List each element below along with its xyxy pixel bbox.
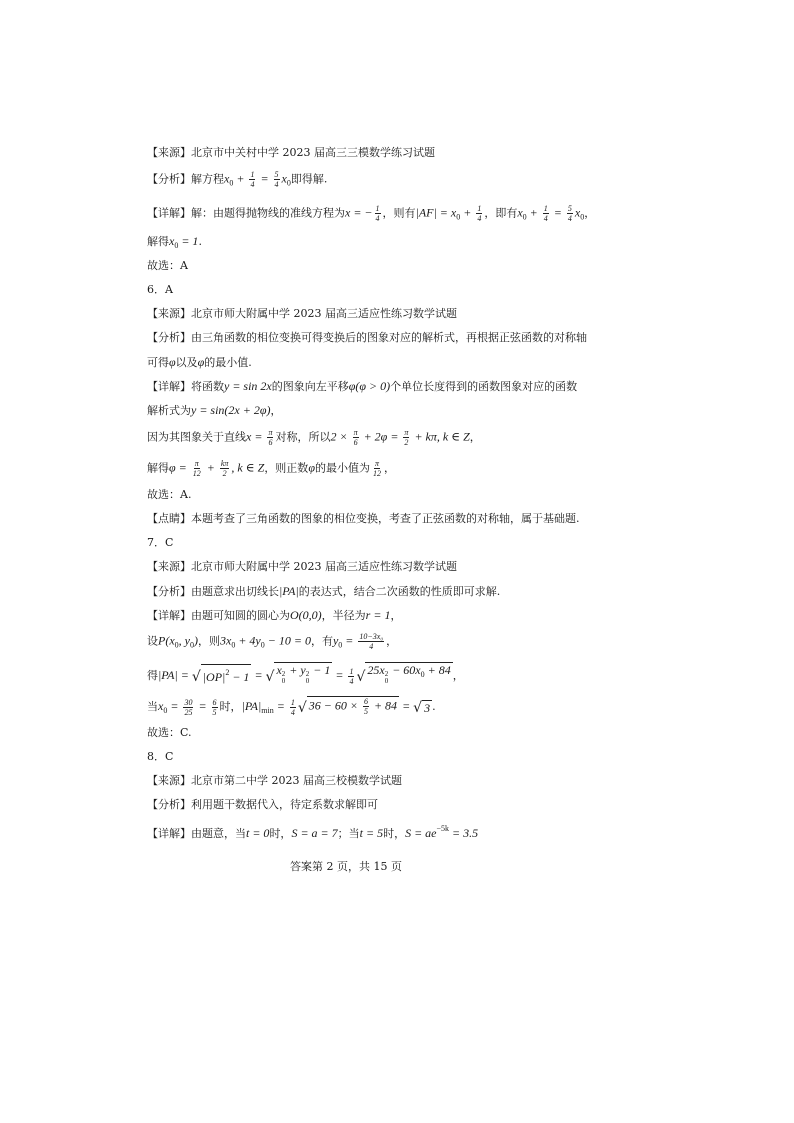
math-segment: + 4y [235,633,261,648]
fraction-numerator: π [268,428,273,437]
radicand [274,662,332,685]
math-fraction [192,459,202,478]
question-heading-8 [147,749,173,765]
analysis-line-q7 [147,583,500,600]
text-segment: 【来源】北京市第二中学 2023 届高三校模数学试题 [147,774,402,787]
math-fraction [372,459,382,478]
fraction-denominator: 5 [363,707,368,716]
math-segment: + [526,205,541,220]
math-square-root [413,700,432,716]
fraction-denominator: 4 [477,214,482,223]
math-segment: = 1 [178,234,199,248]
radical-sign-icon: √ [297,700,307,716]
radical-sign-icon: √ [265,669,275,685]
math-subscript: 0 [174,241,179,250]
math-superscript: −5k [436,824,450,833]
math-fraction [183,698,193,717]
math-subscript: 0 [163,706,168,715]
text-segment: 的图象向左平移 [271,380,349,393]
math-superscript: 2 [281,670,286,678]
math-square-root [356,662,452,685]
question-heading-6 [147,282,173,298]
math-segment: ) [193,633,198,648]
text-segment: ，则正数 [264,461,309,475]
math-segment: |AF| = x [415,205,457,220]
text-segment: 【点睛】本题考查了三角函数的图象的相位变换，考查了正弦函数的对称轴，属于基础题. [147,512,580,525]
radical-sign-icon: √ [413,700,423,716]
text-segment: 7．C [147,536,174,549]
math-fraction [543,204,549,223]
fraction-numerator: 1 [290,697,295,707]
text-segment: ， [386,634,398,648]
text-segment: 时， [383,827,406,840]
math-segment: φ [169,355,176,369]
text-segment: 【详解】将函数 [147,380,224,393]
text-segment: 8．C [147,750,174,763]
math-segment: φ [308,460,315,475]
math-segment: − 10 = 0 [264,633,311,648]
text-segment: 个单位长度得到的函数图象对应的函数 [390,380,578,393]
text-segment: ；当 [337,827,360,840]
fraction-denominator: 4 [290,707,295,717]
detail-line-q7 [147,632,397,654]
text-segment: 当 [147,700,158,713]
text-segment: ， [584,206,596,220]
math-fraction [403,428,409,447]
math-segment: + y [286,663,306,677]
fraction-denominator: 4 [567,214,572,223]
answer-line-q7 [147,725,192,741]
math-segment: + [460,205,475,220]
text-segment: 【来源】北京市师大附属中学 2023 届高三适应性练习数学试题 [147,307,457,320]
fraction-denominator: 12 [192,469,201,478]
text-segment: 【分析】由题意求出切线长 [147,585,279,598]
math-subsup [282,671,286,685]
text-segment: 得 [147,669,158,682]
text-segment: 时， [269,827,292,840]
math-segment: − 1 [310,663,331,677]
math-segment: y = sin 2x [224,379,272,393]
math-segment: + 2φ = [360,429,402,444]
text-segment: ，即有 [484,206,518,220]
fraction-numerator: kπ [220,459,229,468]
math-subscript: 0 [456,212,461,222]
math-segment: = [342,633,357,648]
fraction-numerator: π [194,459,199,468]
fraction-denominator: 4 [375,214,380,223]
math-fraction [476,204,482,223]
math-subscript: 0 [522,212,527,222]
text-segment: 故选：C. [147,726,192,739]
math-segment: |PA| [279,584,299,598]
math-segment: + kπ, k ∈ Z [411,429,470,444]
math-subscript: 0 [189,640,194,650]
fraction-denominator: 4 [349,676,354,686]
math-segment: , y [178,633,190,648]
text-segment: 即得解. [290,172,328,186]
math-segment: = 3.5 [449,826,479,840]
math-superscript: 2 [225,668,230,677]
fraction-numerator: 5 [567,204,572,213]
math-segment: φ(φ > 0) [348,379,391,393]
math-segment: |PA| [241,699,262,713]
math-segment: = [332,668,347,682]
math-subscript: 0 [260,640,265,650]
math-fraction [274,170,280,189]
text-segment: 【来源】北京市中关村中学 2023 届高三三模数学练习试题 [147,146,435,159]
fraction-numerator: 1 [543,204,548,213]
text-segment: 的最小值为 [314,461,370,475]
math-fraction [353,428,359,447]
math-square-root [192,664,252,685]
math-segment: r = 1 [365,608,391,622]
analysis-line-q8 [147,797,378,813]
text-segment: ， [469,430,481,444]
math-segment: , k ∈ Z [231,460,265,475]
math-segment: + [233,171,248,186]
text-segment: . [432,700,436,713]
math-segment: S = ae [405,826,437,840]
radicand [201,664,252,685]
math-fraction [363,697,369,716]
math-subscript: 0 [229,178,234,188]
text-segment: 【分析】由三角函数的相位变换可得变换后的图象对应的解析式，再根据正弦函数的对称轴 [147,331,587,344]
source-line-q8 [147,773,402,789]
math-segment: = [195,699,210,713]
math-segment: S = a = 7 [291,826,338,840]
math-segment: = [550,205,565,220]
math-fraction [348,667,354,686]
text-segment: 因为其图象关于直线 [147,430,246,444]
detail-line-q8 [147,821,478,842]
fraction-numerator: 6 [363,697,368,706]
answer-line-q6 [147,487,191,503]
radical-sign-icon: √ [356,669,366,685]
text-segment: ，半径为 [321,609,366,622]
text-segment: 可得 [147,356,169,369]
math-superscript: 2 [384,670,389,678]
math-subscript: min [261,706,274,715]
math-fraction [567,204,573,223]
text-segment: ，有 [310,634,333,648]
detail-line-q6 [147,459,395,478]
math-subsup [385,671,389,685]
fraction-numerator: 5 [274,170,279,179]
text-segment: ，则 [197,634,220,648]
detail-line-q6 [147,428,481,447]
math-subsup [306,671,310,685]
analysis-line-q6 [147,330,587,346]
fraction-denominator: 6 [353,438,358,447]
detail-line-q5 [147,204,595,226]
text-segment: 【详解】解：由题得抛物线的准线方程为 [147,206,345,220]
text-segment: 对称，所以 [275,430,331,444]
fraction-denominator: 5 [212,707,217,717]
question-heading-7 [147,535,173,551]
math-segment: y [332,633,339,648]
math-segment: x [224,171,230,186]
math-subscript: 0 [231,640,236,650]
math-segment: − 1 [229,670,250,684]
math-segment: t = 5 [359,826,384,840]
text-segment: 解得 [147,235,169,248]
math-segment: |PA| = [158,668,192,682]
fraction-numerator: 30 [184,697,193,707]
fraction-denominator: 12 [372,469,381,478]
math-fraction [212,698,218,717]
math-fraction [358,632,384,651]
radicand [307,696,399,716]
math-subscript: 0 [580,212,585,222]
text-segment: 6．A [147,283,173,296]
comment-line-q6 [147,511,580,527]
text-segment: 以及 [175,356,198,369]
math-subscript: 0 [384,677,389,685]
fraction-denominator: 6 [268,438,273,447]
fraction-numerator: π [374,459,379,468]
radical-sign-icon: √ [191,669,201,685]
text-segment: 时， [219,700,242,713]
fraction-numerator: π [353,428,358,437]
text-segment: 【详解】由题可知圆的圆心为 [147,609,290,622]
fraction-numerator: π [404,428,409,437]
math-fraction [290,698,296,717]
source-line-q5 [147,145,435,161]
math-segment: |OP| [202,670,226,684]
fraction-numerator: 1 [375,204,380,213]
fraction-denominator: 4 [274,180,279,189]
text-segment: ，则有 [382,206,416,220]
fraction-numerator: 1 [477,204,482,213]
math-segment: = [399,699,414,713]
math-segment: x [517,205,523,220]
text-segment: 解得 [147,461,169,475]
fraction-numerator: 1 [349,666,354,676]
page-footer: 答案第 2 页，共 15 页 [290,860,402,873]
text-segment: ， [270,404,282,417]
text-segment: . [198,235,202,248]
text-segment: ， [390,609,402,622]
math-segment: x [169,234,175,248]
text-segment: 设 [147,634,158,648]
text-segment: 【详解】由题意，当 [147,827,246,840]
math-segment: O(0,0) [290,608,322,622]
text-segment: 解析式为 [147,404,191,417]
fraction-denominator: 2 [222,469,227,478]
detail-line-q7 [147,662,464,686]
math-segment: x [281,171,287,186]
text-segment: 故选：A [147,259,188,272]
detail-line-q6 [147,402,281,419]
fraction-numerator: 10−3x₀ [359,632,384,641]
math-square-root [298,696,399,716]
radicand [422,700,432,716]
text-segment: 故选：A. [147,488,192,501]
math-superscript: 2 [305,670,310,678]
text-segment: ， [452,669,464,682]
math-fraction [220,459,230,478]
math-square-root [266,662,333,685]
analysis-line-q5 [147,170,327,192]
text-segment: 的表达式，结合二次函数的性质即可求解. [298,585,501,598]
radicand [365,662,452,685]
math-segment: = [167,699,182,713]
math-subscript: 0 [420,670,425,679]
math-subscript: 0 [281,677,286,685]
math-subscript: 0 [174,640,179,650]
math-segment: φ [197,355,205,369]
math-fraction [267,428,273,447]
math-segment: φ = [169,460,190,475]
text-segment: ， [383,461,395,475]
detail-line-q7 [147,607,401,624]
detail-line-q6 [147,378,577,395]
math-segment: 36 − 60 × [308,698,361,713]
fraction-numerator: 6 [212,697,217,707]
text-segment: 的最小值. [204,356,252,369]
math-fraction [375,204,381,223]
math-fraction [249,170,255,189]
math-segment: 3x [219,633,232,648]
fraction-denominator: 4 [369,642,374,651]
math-segment: t = 0 [246,826,270,840]
source-line-q7 [147,559,457,575]
fraction-numerator: 1 [250,170,255,179]
math-subscript: 0 [286,178,291,188]
fraction-denominator: 25 [184,707,193,717]
math-segment: x [158,699,164,713]
math-segment: = [251,668,266,682]
fraction-denominator: 2 [404,438,409,447]
math-segment: P(x [158,633,175,648]
math-segment: x [276,663,282,677]
text-segment: 【分析】解方程 [147,172,224,186]
math-segment: + 84 [370,698,398,713]
detail-line-q5 [147,233,202,254]
math-segment: + 84 [424,663,451,677]
math-segment: 2 × [330,429,351,444]
analysis-line-q6 [147,354,252,371]
math-subscript: 0 [305,677,310,685]
math-segment: 3 [424,701,431,715]
detail-line-q7 [147,696,436,719]
math-segment: x = [246,429,266,444]
source-line-q6 [147,306,457,322]
math-segment: 25x [367,663,385,677]
math-segment: y = sin(2x + 2φ) [191,403,271,417]
math-segment: = [257,171,272,186]
fraction-denominator: 4 [543,214,548,223]
fraction-denominator: 4 [250,180,255,189]
math-subscript: 0 [338,640,343,650]
math-segment: x = − [345,205,373,220]
math-segment: − 60x [389,663,421,677]
math-segment: = [273,699,288,713]
text-segment: 【分析】利用题干数据代入，待定系数求解即可 [147,798,378,811]
text-segment: 【来源】北京市师大附属中学 2023 届高三适应性练习数学试题 [147,560,457,573]
math-segment: x [574,205,581,220]
answer-line-q5 [147,258,188,274]
math-segment: + [203,460,218,475]
